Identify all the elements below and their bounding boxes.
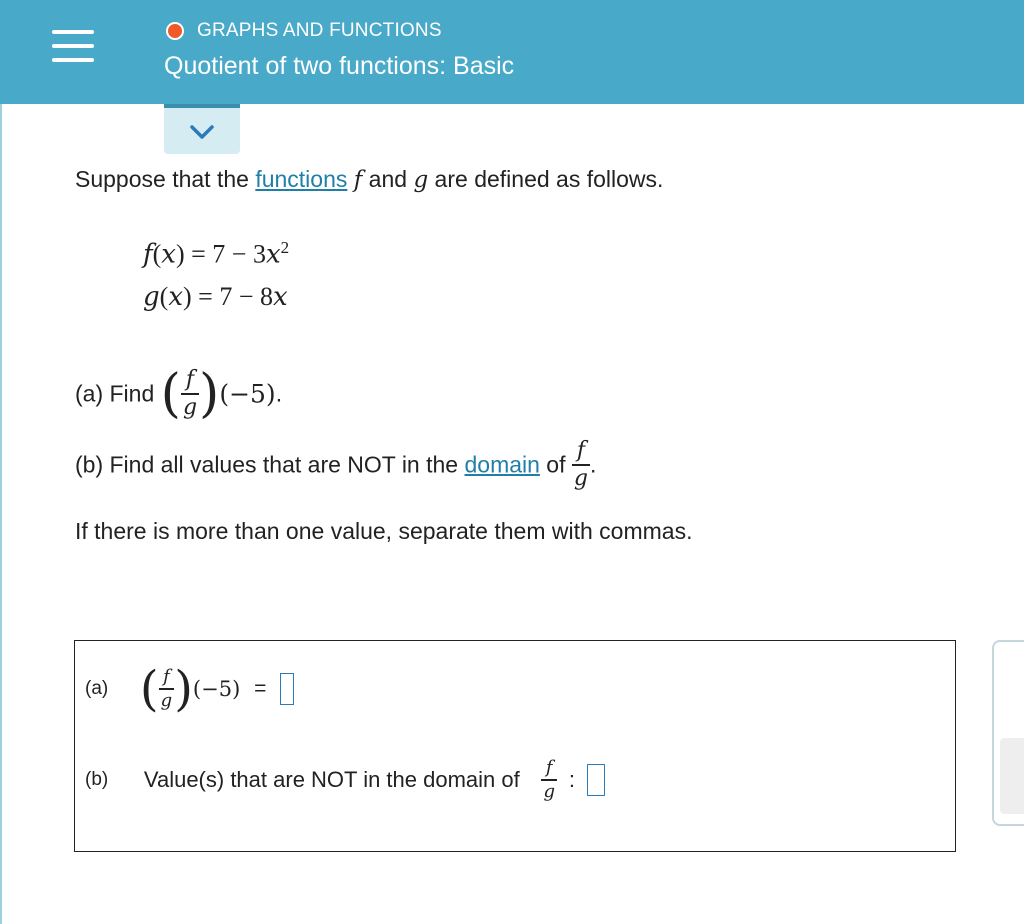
answer-a-argument: (−5) [192, 677, 241, 701]
f-definition: $f(x) = 7 - 3x^2$ [143, 238, 290, 270]
question-b-period: . [589, 451, 597, 478]
intro-text-start: Suppose that the [75, 166, 256, 192]
fraction-numerator: f [545, 757, 553, 778]
topic-label: GRAPHS AND FUNCTIONS [197, 20, 442, 41]
page-title: Quotient of two functions: Basic [164, 52, 515, 80]
domain-link[interactable]: domain [464, 451, 540, 478]
paren-left: ( [139, 661, 159, 717]
question-a-period: . [275, 380, 283, 407]
answer-row-a [85, 661, 485, 731]
fraction-denominator: g [543, 780, 555, 802]
fraction-denominator: g [573, 465, 588, 491]
intro-and: and [362, 166, 414, 192]
question-b-of: of [539, 451, 566, 478]
g-rhs: 7 − 8 [219, 282, 273, 311]
menu-icon[interactable] [52, 30, 94, 66]
fraction-f-over-g [181, 369, 199, 419]
paren-right: ) [199, 364, 220, 424]
left-border [0, 104, 2, 924]
answer-a-input[interactable] [280, 673, 294, 705]
problem-intro [75, 166, 663, 193]
side-panel-handle[interactable] [1000, 738, 1024, 814]
f-rhs-var: x [265, 239, 281, 270]
chevron-down-icon [188, 122, 216, 142]
fraction-f-over-g [159, 668, 175, 710]
g-var: x [168, 282, 183, 312]
intro-g: g [413, 167, 429, 193]
answer-row-b [85, 759, 885, 839]
header-bar [0, 0, 1024, 104]
functions-link[interactable]: functions [255, 166, 348, 192]
fraction-denominator: g [160, 689, 173, 711]
question-a [75, 364, 282, 434]
answer-b-label: (b) [85, 768, 109, 790]
fraction-denominator: g [182, 394, 198, 420]
answer-b-colon: : [568, 766, 575, 792]
answer-a-label: (a) [85, 678, 109, 699]
fraction-f-over-g [541, 759, 557, 801]
paren-right: ) [174, 661, 193, 717]
g-rhs-var: x [273, 282, 288, 312]
answer-b-input[interactable] [587, 764, 605, 796]
f-var: x [161, 239, 176, 270]
question-a-argument: (−5) [219, 379, 276, 409]
intro-text-end: are defined as follows. [428, 166, 664, 192]
paren-left: ( [160, 364, 181, 424]
fraction-numerator: f [576, 438, 586, 463]
f-exponent: 2 [280, 238, 290, 257]
expand-tab[interactable] [164, 104, 240, 154]
answer-b-text: Value(s) that are NOT in the domain of [143, 766, 520, 792]
instruction-note: If there is more than one value, separate them with commas. [75, 518, 693, 544]
equals-sign: = [254, 677, 267, 700]
intro-f: f [353, 167, 363, 193]
answer-area [74, 640, 956, 852]
question-b-prefix: (b) Find all values that are NOT in the [75, 451, 465, 478]
fraction-numerator: f [185, 367, 195, 393]
side-panel[interactable] [992, 640, 1024, 826]
f-rhs: 7 − 3 [212, 239, 266, 269]
fraction-numerator: f [163, 666, 170, 688]
question-a-prefix: (a) Find [75, 380, 155, 407]
g-name: g [143, 282, 160, 312]
question-b [75, 440, 835, 510]
f-name: f [143, 239, 153, 270]
topic-status-dot [166, 22, 184, 40]
g-definition: g(x) = 7 − 8x [143, 282, 288, 312]
fraction-f-over-g [572, 440, 590, 490]
